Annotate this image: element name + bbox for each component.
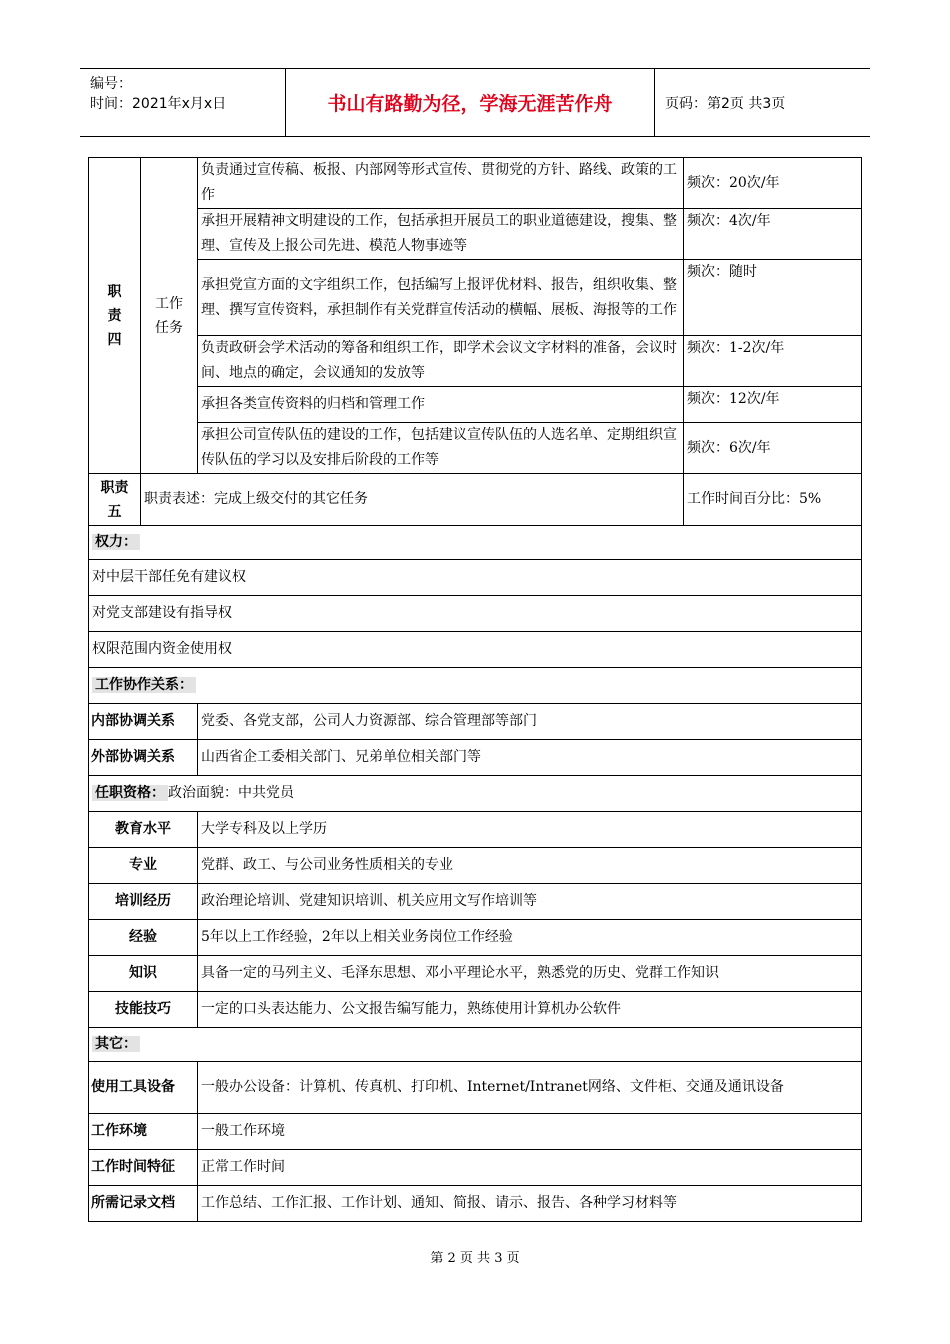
duty5-label: 职责五 xyxy=(89,474,141,526)
external-coordination-row xyxy=(89,740,862,776)
duty4-task-desc: 承担开展精神文明建设的工作，包括承担开展员工的职业道德建设，搜集、整理、宣传及上报公司先进、模范人物事迹等 xyxy=(198,209,684,260)
duty4-task-row xyxy=(89,423,862,474)
other-value: 一般办公设备：计算机、传真机、打印机、Internet/Intranet网络、文件柜、交通及通讯设备 xyxy=(198,1062,862,1114)
header-motto: 书山有路勤为径，学海无涯苦作舟 xyxy=(285,69,655,136)
authority-item-text: 权限范围内资金使用权 xyxy=(89,632,862,668)
header-page-number: 页码：第2页 共3页 xyxy=(665,95,786,112)
internal-coordination-label: 内部协调关系 xyxy=(89,704,198,740)
job-description-table xyxy=(88,157,862,1222)
other-value: 一般工作环境 xyxy=(198,1114,862,1150)
duty4-task-desc: 承担公司宣传队伍的建设的工作，包括建议宣传队伍的人选名单、定期组织宣传队伍的学习以及安排后阶段的工作等 xyxy=(198,423,684,474)
other-title: 其它： xyxy=(92,1036,140,1052)
external-coordination-value: 山西省企工委相关部门、兄弟单位相关部门等 xyxy=(198,740,862,776)
internal-coordination-value: 党委、各党支部，公司人力资源部、综合管理部等部门 xyxy=(198,704,862,740)
qualification-value: 大学专科及以上学历 xyxy=(198,812,862,848)
duty4-task-freq: 频次：1-2次/年 xyxy=(684,336,862,387)
duty5-row xyxy=(89,474,862,526)
qualification-label: 经验 xyxy=(89,920,198,956)
other-row xyxy=(89,1062,862,1114)
cooperation-title: 工作协作关系： xyxy=(92,677,196,693)
duty4-task-row xyxy=(89,260,862,336)
qualification-section-row xyxy=(89,776,862,812)
duty4-task-desc: 承担党宣方面的文字组织工作，包括编写上报评优材料、报告，组织收集、整理、撰写宣传资料，承担制作有关党群宣传活动的横幅、展板、海报等的工作 xyxy=(198,260,684,336)
other-label: 使用工具设备 xyxy=(89,1062,198,1114)
authority-title: 权力： xyxy=(92,534,140,550)
qualification-value: 5年以上工作经验，2年以上相关业务岗位工作经验 xyxy=(198,920,862,956)
duty4-sublabel: 工作任务 xyxy=(141,158,198,474)
other-row xyxy=(89,1150,862,1186)
cooperation-section-row xyxy=(89,668,862,704)
duty4-task-freq: 频次：12次/年 xyxy=(684,387,862,423)
duty4-label: 职责四 xyxy=(89,158,141,474)
doc-number: 编号： xyxy=(90,76,132,92)
qualification-row xyxy=(89,992,862,1028)
authority-item xyxy=(89,632,862,668)
qualification-label: 教育水平 xyxy=(89,812,198,848)
qualification-label: 技能技巧 xyxy=(89,992,198,1028)
authority-item xyxy=(89,560,862,596)
other-value: 正常工作时间 xyxy=(198,1150,862,1186)
qualification-label: 培训经历 xyxy=(89,884,198,920)
other-section-row xyxy=(89,1028,862,1062)
qualification-value: 一定的口头表达能力、公文报告编写能力，熟练使用计算机办公软件 xyxy=(198,992,862,1028)
other-label: 工作环境 xyxy=(89,1114,198,1150)
duty5-desc: 职责表述：完成上级交付的其它任务 xyxy=(141,474,684,526)
qualification-value: 具备一定的马列主义、毛泽东思想、邓小平理论水平，熟悉党的历史、党群工作知识 xyxy=(198,956,862,992)
duty4-task-freq: 频次：随时 xyxy=(684,260,862,336)
duty4-task-desc: 负责政研会学术活动的筹备和组织工作，即学术会议文字材料的准备，会议时间、地点的确定，会议通知的发放等 xyxy=(198,336,684,387)
qualification-value: 党群、政工、与公司业务性质相关的专业 xyxy=(198,848,862,884)
external-coordination-label: 外部协调关系 xyxy=(89,740,198,776)
qualification-value: 政治理论培训、党建知识培训、机关应用文写作培训等 xyxy=(198,884,862,920)
other-label: 所需记录文档 xyxy=(89,1186,198,1222)
doc-date: 时间：2021年x月x日 xyxy=(90,96,227,112)
other-label: 工作时间特征 xyxy=(89,1150,198,1186)
duty4-task-freq: 频次：20次/年 xyxy=(684,158,862,209)
qualification-row xyxy=(89,884,862,920)
other-value: 工作总结、工作汇报、工作计划、通知、简报、请示、报告、各种学习材料等 xyxy=(198,1186,862,1222)
duty4-task-desc: 负责通过宣传稿、板报、内部网等形式宣传、贯彻党的方针、路线、政策的工作 xyxy=(198,158,684,209)
qualification-row xyxy=(89,812,862,848)
political-status: 政治面貌：中共党员 xyxy=(168,785,294,801)
authority-item xyxy=(89,596,862,632)
qualification-title: 任职资格： xyxy=(92,785,168,801)
authority-section-row xyxy=(89,526,862,560)
authority-item-text: 对党支部建设有指导权 xyxy=(89,596,862,632)
duty4-task-desc: 承担各类宣传资料的归档和管理工作 xyxy=(198,387,684,423)
qualification-row xyxy=(89,956,862,992)
qualification-row xyxy=(89,920,862,956)
duty4-task-row xyxy=(89,158,862,209)
other-row xyxy=(89,1186,862,1222)
qualification-label: 知识 xyxy=(89,956,198,992)
duty4-task-freq: 频次：6次/年 xyxy=(684,423,862,474)
duty5-time-percent: 工作时间百分比：5% xyxy=(684,474,862,526)
other-row xyxy=(89,1114,862,1150)
qualification-row xyxy=(89,848,862,884)
duty4-task-row xyxy=(89,387,862,423)
qualification-label: 专业 xyxy=(89,848,198,884)
authority-item-text: 对中层干部任免有建议权 xyxy=(89,560,862,596)
duty4-task-row xyxy=(89,336,862,387)
header-meta xyxy=(80,69,285,136)
internal-coordination-row xyxy=(89,704,862,740)
duty4-task-row xyxy=(89,209,862,260)
duty4-task-freq: 频次：4次/年 xyxy=(684,209,862,260)
page-footer: 第 2 页 共 3 页 xyxy=(430,1251,520,1266)
page-header xyxy=(80,68,870,137)
